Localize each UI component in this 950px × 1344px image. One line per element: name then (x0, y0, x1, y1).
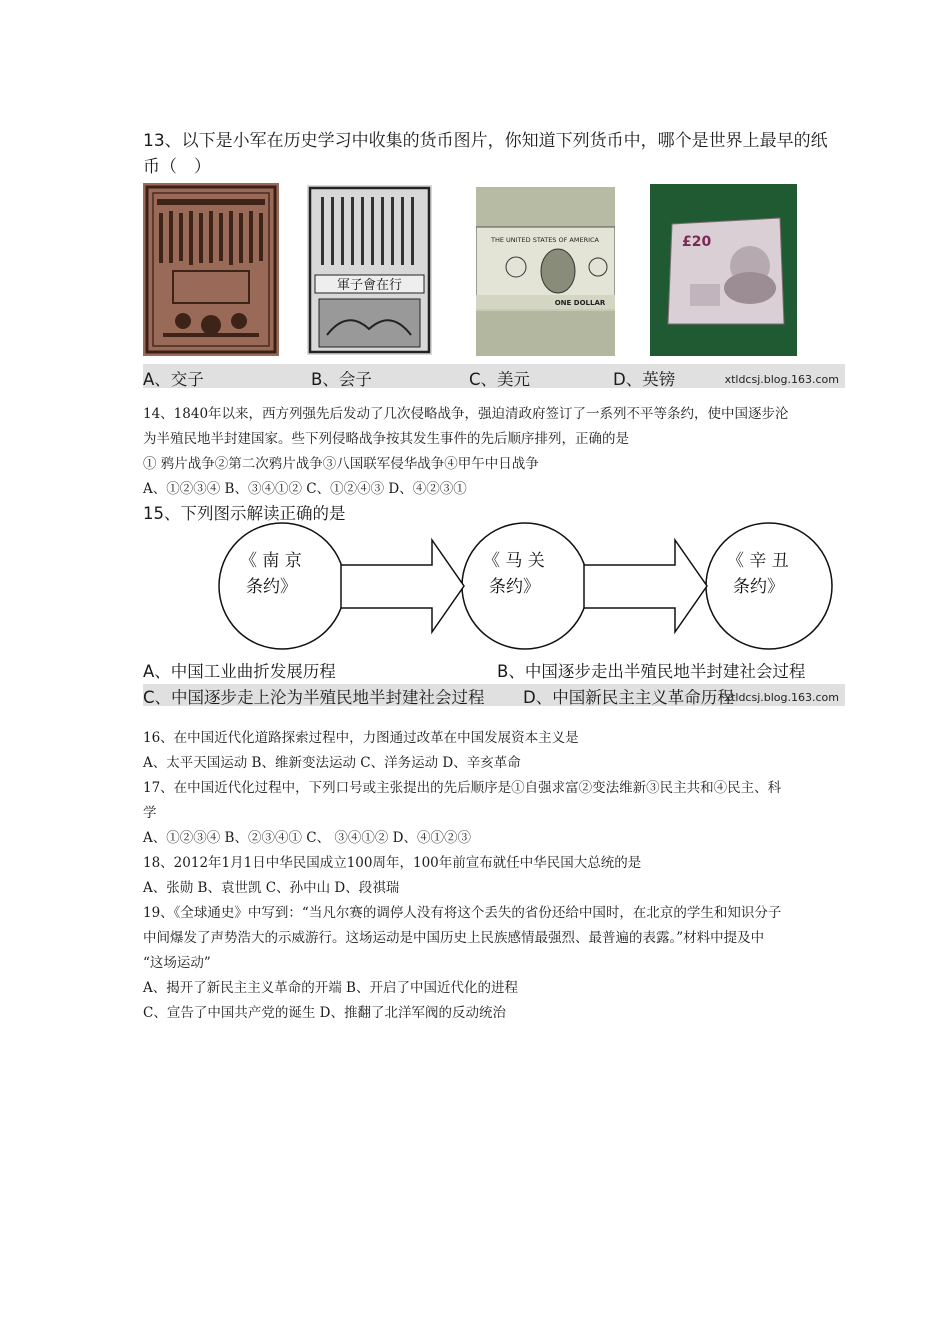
treaty-flow-diagram (210, 518, 840, 654)
dollar-country-text: THE UNITED STATES OF AMERICA (490, 236, 600, 244)
q15-watermark: xtldcsj.blog.163.com (724, 691, 839, 704)
circle1-line1: 《 南 京 (240, 551, 302, 571)
q19-options-line2: C、宣告了中国共产党的诞生 D、推翻了北洋军阀的反动统治 (143, 1005, 506, 1021)
q13-option-a: A、交子 (143, 370, 204, 389)
q13-stem-line1: 13、以下是小军在历史学习中收集的货币图片，你知道下列货币中，哪个是世界上最早的纸 (143, 131, 828, 151)
q19-stem-line3: “这场运动” (143, 955, 211, 971)
q13-option-d: D、英镑 (613, 370, 676, 389)
arrow-2 (584, 540, 707, 632)
q14-options: A、①②③④ B、③④①② C、①②④③ D、④②③① (143, 481, 467, 497)
jiaozi-banknote-image (143, 183, 279, 356)
q15-stem: 15、下列图示解读正确的是 (143, 504, 346, 523)
circle1-line2: 条约》 (246, 577, 297, 597)
circle3-line1: 《 辛 丑 (727, 551, 789, 571)
huizi-title: 軍子會在行 (336, 278, 403, 293)
q14-stem-line3: ① 鸦片战争②第二次鸦片战争③八国联军侵华战争④甲午中日战争 (143, 456, 539, 472)
circle2-line1: 《 马 关 (483, 551, 545, 571)
q19-stem-line2: 中间爆发了声势浩大的示威游行。这场运动是中国历史上民族感情最强烈、最普遍的表露。”材料中提及中 (143, 930, 765, 946)
british-pound-image (650, 184, 797, 356)
q15-option-b: B、中国逐步走出半殖民地半封建社会过程 (497, 662, 806, 681)
q17-stem-line1: 17、在中国近代化过程中，下列口号或主张提出的先后顺序是①自强求富②变法维新③民主共和④民主、科 (143, 780, 782, 796)
q18-stem: 18、2012年1月1日中华民国成立100周年，100年前宣布就任中华民国大总统的是 (143, 855, 642, 871)
q15-option-d: D、中国新民主主义革命历程 (523, 688, 734, 707)
q16-stem: 16、在中国近代化道路探索过程中，力图通过改革在中国发展资本主义是 (143, 730, 579, 746)
dollar-denomination-text: ONE DOLLAR (554, 299, 606, 307)
q15-option-a: A、中国工业曲折发展历程 (143, 662, 336, 681)
q13-option-b: B、会子 (311, 370, 372, 389)
q13-watermark: xtldcsj.blog.163.com (724, 373, 839, 386)
q16-options: A、太平天国运动 B、维新变法运动 C、洋务运动 D、辛亥革命 (143, 755, 521, 771)
circle3-line2: 条约》 (733, 577, 784, 597)
huizi-banknote-image (307, 185, 432, 355)
q19-options-line1: A、揭开了新民主主义革命的开端 B、开启了中国近代化的进程 (143, 980, 518, 996)
q13-option-c: C、美元 (469, 370, 531, 389)
q14-stem-line1: 14、1840年以来，西方列强先后发动了几次侵略战争，强迫清政府签订了一系列不平等条约，使中国逐步沦 (143, 406, 789, 422)
q19-stem-line1: 19、《全球通史》中写到：“当凡尔赛的调停人没有将这个丢失的省份还给中国时，在北京的学生和知识分子 (143, 905, 782, 921)
us-dollar-image (476, 187, 615, 356)
q13-stem-line2: 币（ ） (143, 157, 211, 177)
pound-value: £20 (682, 234, 712, 250)
q18-options: A、张勋 B、袁世凯 C、孙中山 D、段祺瑞 (143, 880, 400, 896)
circle2-line2: 条约》 (489, 577, 540, 597)
q15-options-strip (143, 684, 845, 706)
q13-options-strip (143, 364, 845, 388)
q17-options: A、①②③④ B、②③④① C、 ③④①② D、④①②③ (143, 830, 471, 846)
arrow-1 (341, 540, 464, 632)
q14-stem-line2: 为半殖民地半封建国家。些下列侵略战争按其发生事件的先后顺序排列，正确的是 (143, 431, 629, 447)
q17-stem-line2: 学 (143, 805, 157, 821)
q15-option-c: C、中国逐步走上沦为半殖民地半封建社会过程 (143, 688, 485, 707)
